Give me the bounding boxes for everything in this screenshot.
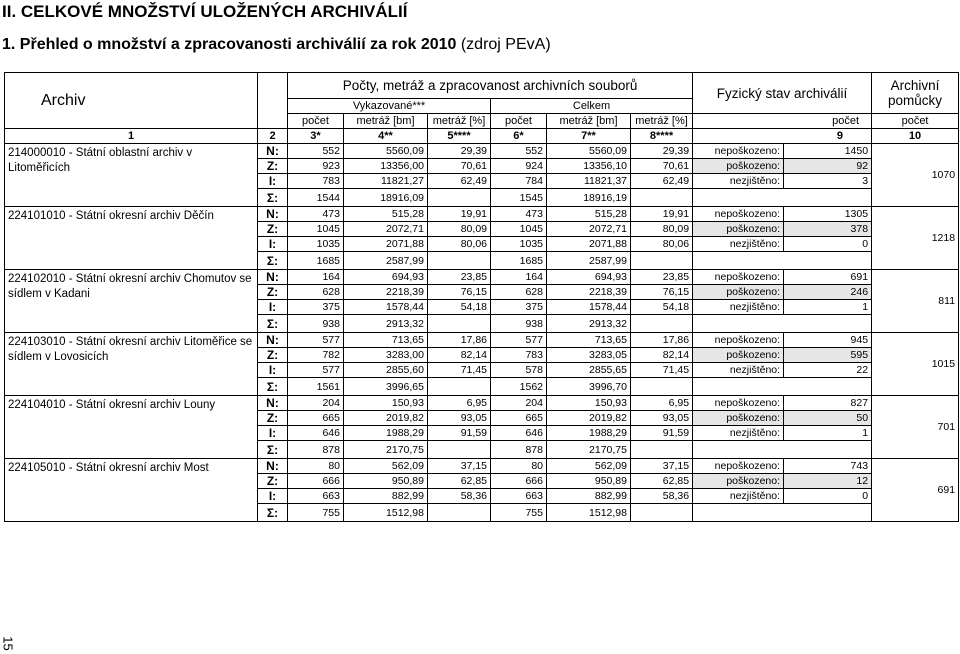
table-row	[5, 144, 959, 159]
status-label: nepoškozeno:	[693, 207, 784, 222]
row-code: Z:	[258, 222, 288, 237]
cell-value: 54,18	[631, 300, 693, 315]
cell-value: 71,45	[631, 363, 693, 378]
status-label: nezjištěno:	[693, 174, 784, 189]
cell-value: 93,05	[631, 411, 693, 426]
status-empty	[693, 504, 872, 522]
row-code: N:	[258, 207, 288, 222]
cell-value: 784	[491, 174, 547, 189]
sum-value: 938	[288, 315, 344, 333]
cell-value: 924	[491, 159, 547, 174]
cell-value: 666	[491, 474, 547, 489]
cell-value: 19,91	[428, 207, 491, 222]
cell-value: 70,61	[428, 159, 491, 174]
subsection-heading	[2, 36, 551, 54]
cell-value: 23,85	[428, 270, 491, 285]
cell-value: 19,91	[631, 207, 693, 222]
column-label: počet	[288, 114, 344, 129]
status-label: nezjištěno:	[693, 237, 784, 252]
status-count: 595	[784, 348, 872, 363]
cell-value: 5560,09	[344, 144, 428, 159]
column-number: 6*	[491, 129, 547, 144]
status-count: 378	[784, 222, 872, 237]
cell-value: 473	[288, 207, 344, 222]
cell-value: 713,65	[344, 333, 428, 348]
aids-count: 811	[872, 270, 959, 333]
status-label: nezjištěno:	[693, 300, 784, 315]
cell-value: 80	[288, 459, 344, 474]
cell-value: 577	[288, 363, 344, 378]
table-row	[5, 396, 959, 411]
section-heading: II. CELKOVÉ MNOŽSTVÍ ULOŽENÝCH ARCHIVÁLIÍ	[2, 2, 408, 21]
cell-value: 552	[491, 144, 547, 159]
cell-value: 950,89	[547, 474, 631, 489]
status-empty	[693, 378, 872, 396]
column-label: metráž [bm]	[344, 114, 428, 129]
sum-value	[631, 378, 693, 396]
sum-value: 755	[491, 504, 547, 522]
cell-value: 552	[288, 144, 344, 159]
cell-value: 2019,82	[547, 411, 631, 426]
cell-value: 1988,29	[547, 426, 631, 441]
status-count: 1305	[784, 207, 872, 222]
physical-state-header: Fyzický stav archiválií	[693, 73, 872, 114]
status-count: 246	[784, 285, 872, 300]
sum-value: 1545	[491, 189, 547, 207]
cell-value: 5560,09	[547, 144, 631, 159]
cell-value: 713,65	[547, 333, 631, 348]
table-row	[5, 459, 959, 474]
cell-value: 694,93	[547, 270, 631, 285]
cell-value: 11821,27	[344, 174, 428, 189]
column-number: 5****	[428, 129, 491, 144]
archive-name: 224105010 - Státní okresní archiv Most	[5, 459, 258, 522]
subsection-source: (zdroj PEvA)	[456, 36, 551, 53]
table-row	[5, 270, 959, 285]
row-code: Z:	[258, 348, 288, 363]
cell-value: 17,86	[631, 333, 693, 348]
status-count: 0	[784, 489, 872, 504]
row-code: Σ:	[258, 441, 288, 459]
sum-value: 3996,70	[547, 378, 631, 396]
status-label: nepoškozeno:	[693, 144, 784, 159]
sum-value: 1562	[491, 378, 547, 396]
column-number: 3*	[288, 129, 344, 144]
column-number: 7**	[547, 129, 631, 144]
cell-value: 29,39	[631, 144, 693, 159]
status-empty	[693, 441, 872, 459]
sum-value: 18916,09	[344, 189, 428, 207]
cell-value: 665	[491, 411, 547, 426]
page-number: 15	[0, 636, 16, 651]
column-label: počet	[872, 114, 959, 129]
archival-aids-header: Archivní pomůcky	[872, 73, 959, 114]
cell-value: 54,18	[428, 300, 491, 315]
cell-value: 515,28	[547, 207, 631, 222]
cell-value: 80,09	[428, 222, 491, 237]
cell-value: 2072,71	[344, 222, 428, 237]
row-code: Z:	[258, 159, 288, 174]
cell-value: 665	[288, 411, 344, 426]
cell-value: 204	[491, 396, 547, 411]
status-label: nepoškozeno:	[693, 396, 784, 411]
counts-group-header: Počty, metráž a zpracovanost archivních souborů	[288, 73, 693, 99]
table-row	[5, 333, 959, 348]
status-count: 691	[784, 270, 872, 285]
sum-value	[428, 189, 491, 207]
cell-value: 1988,29	[344, 426, 428, 441]
cell-value: 62,49	[631, 174, 693, 189]
archive-name: 224103010 - Státní okresní archiv Litoměřice se sídlem v Lovosicích	[5, 333, 258, 396]
aids-count: 701	[872, 396, 959, 459]
cell-value: 150,93	[344, 396, 428, 411]
cell-value: 6,95	[428, 396, 491, 411]
archiv-header: Archiv	[5, 73, 258, 129]
cell-value: 923	[288, 159, 344, 174]
cell-value: 76,15	[428, 285, 491, 300]
sum-value: 1685	[288, 252, 344, 270]
sum-value	[428, 315, 491, 333]
column-number: 2	[258, 129, 288, 144]
cell-value: 783	[491, 348, 547, 363]
row-code: Σ:	[258, 252, 288, 270]
row-code: Σ:	[258, 189, 288, 207]
column-number-row	[5, 129, 959, 144]
status-label: poškozeno:	[693, 348, 784, 363]
sum-value: 938	[491, 315, 547, 333]
cell-value: 6,95	[631, 396, 693, 411]
cell-value: 164	[288, 270, 344, 285]
cell-value: 164	[491, 270, 547, 285]
cell-value: 1045	[491, 222, 547, 237]
sum-value: 878	[491, 441, 547, 459]
cell-value: 82,14	[428, 348, 491, 363]
cell-value: 1578,44	[547, 300, 631, 315]
status-label: nepoškozeno:	[693, 459, 784, 474]
cell-value: 1045	[288, 222, 344, 237]
status-label: poškozeno:	[693, 411, 784, 426]
sum-value: 1512,98	[547, 504, 631, 522]
row-code: I:	[258, 489, 288, 504]
row-code: I:	[258, 237, 288, 252]
sum-value: 1544	[288, 189, 344, 207]
sum-value	[631, 315, 693, 333]
cell-value: 62,85	[631, 474, 693, 489]
row-code: Σ:	[258, 504, 288, 522]
sum-value: 2913,32	[344, 315, 428, 333]
status-label: poškozeno:	[693, 474, 784, 489]
sum-value	[428, 378, 491, 396]
sum-value: 2170,75	[547, 441, 631, 459]
column-number: 1	[5, 129, 258, 144]
aids-count: 1218	[872, 207, 959, 270]
status-count: 827	[784, 396, 872, 411]
row-code: I:	[258, 426, 288, 441]
cell-value: 375	[491, 300, 547, 315]
cell-value: 3283,05	[547, 348, 631, 363]
cell-value: 93,05	[428, 411, 491, 426]
cell-value: 515,28	[344, 207, 428, 222]
status-count: 92	[784, 159, 872, 174]
cell-value: 578	[491, 363, 547, 378]
cell-value: 13356,10	[547, 159, 631, 174]
cell-value: 2855,65	[547, 363, 631, 378]
column-number: 8****	[631, 129, 693, 144]
cell-value: 13356,00	[344, 159, 428, 174]
cell-value: 2218,39	[344, 285, 428, 300]
cell-value: 646	[491, 426, 547, 441]
cell-value: 783	[288, 174, 344, 189]
row-code: Z:	[258, 474, 288, 489]
status-count: 945	[784, 333, 872, 348]
cell-value: 80	[491, 459, 547, 474]
cell-value: 17,86	[428, 333, 491, 348]
status-count: 50	[784, 411, 872, 426]
row-code: I:	[258, 174, 288, 189]
sum-value	[428, 252, 491, 270]
status-label: poškozeno:	[693, 222, 784, 237]
column-label: metráž [%]	[631, 114, 693, 129]
sum-value: 2587,99	[344, 252, 428, 270]
sum-value: 1685	[491, 252, 547, 270]
cell-value: 37,15	[428, 459, 491, 474]
sum-value: 1512,98	[344, 504, 428, 522]
status-label: nepoškozeno:	[693, 270, 784, 285]
cell-value: 577	[491, 333, 547, 348]
row-code: N:	[258, 144, 288, 159]
cell-value: 950,89	[344, 474, 428, 489]
cell-value: 11821,37	[547, 174, 631, 189]
archive-name: 224102010 - Státní okresní archiv Chomutov se sídlem v Kadani	[5, 270, 258, 333]
cell-value: 666	[288, 474, 344, 489]
cell-value: 663	[288, 489, 344, 504]
cell-value: 70,61	[631, 159, 693, 174]
sum-value: 2587,99	[547, 252, 631, 270]
table-row	[5, 207, 959, 222]
archive-name: 224104010 - Státní okresní archiv Louny	[5, 396, 258, 459]
reported-subheader: Vykazované***	[288, 99, 491, 114]
cell-value: 37,15	[631, 459, 693, 474]
status-label: nezjištěno:	[693, 426, 784, 441]
sum-value: 2170,75	[344, 441, 428, 459]
cell-value: 58,36	[631, 489, 693, 504]
sum-value	[631, 504, 693, 522]
row-code: N:	[258, 459, 288, 474]
column-label: metráž [bm]	[547, 114, 631, 129]
column-number: 9	[693, 129, 872, 144]
archive-name: 214000010 - Státní oblastní archiv v Litoměřicích	[5, 144, 258, 207]
cell-value: 1035	[491, 237, 547, 252]
cell-value: 76,15	[631, 285, 693, 300]
sum-value: 755	[288, 504, 344, 522]
status-count: 12	[784, 474, 872, 489]
cell-value: 29,39	[428, 144, 491, 159]
sum-value	[428, 504, 491, 522]
status-label: nezjištěno:	[693, 363, 784, 378]
archives-table	[4, 72, 959, 522]
status-count: 3	[784, 174, 872, 189]
row-code: Z:	[258, 411, 288, 426]
status-count: 743	[784, 459, 872, 474]
archive-name: 224101010 - Státní okresní archiv Děčín	[5, 207, 258, 270]
cell-value: 882,99	[547, 489, 631, 504]
sum-value	[631, 189, 693, 207]
aids-count: 691	[872, 459, 959, 522]
column-label: počet	[693, 114, 872, 129]
sum-value	[631, 441, 693, 459]
cell-value: 694,93	[344, 270, 428, 285]
column-label: počet	[491, 114, 547, 129]
cell-value: 2071,88	[344, 237, 428, 252]
row-code: Z:	[258, 285, 288, 300]
status-label: nezjištěno:	[693, 489, 784, 504]
cell-value: 23,85	[631, 270, 693, 285]
status-count: 1450	[784, 144, 872, 159]
cell-value: 62,49	[428, 174, 491, 189]
cell-value: 58,36	[428, 489, 491, 504]
aids-count: 1015	[872, 333, 959, 396]
column-number: 4**	[344, 129, 428, 144]
column-number: 10	[872, 129, 959, 144]
row-code: N:	[258, 270, 288, 285]
cell-value: 150,93	[547, 396, 631, 411]
cell-value: 2218,39	[547, 285, 631, 300]
subsection-title: 1. Přehled o množství a zpracovanosti archiválií za rok 2010	[2, 36, 457, 53]
cell-value: 2855,60	[344, 363, 428, 378]
cell-value: 628	[491, 285, 547, 300]
cell-value: 1035	[288, 237, 344, 252]
aids-count: 1070	[872, 144, 959, 207]
status-empty	[693, 252, 872, 270]
sum-value: 2913,32	[547, 315, 631, 333]
column-label: metráž [%]	[428, 114, 491, 129]
cell-value: 80,06	[631, 237, 693, 252]
sum-value	[428, 441, 491, 459]
total-subheader: Celkem	[491, 99, 693, 114]
status-label: poškozeno:	[693, 285, 784, 300]
status-count: 1	[784, 426, 872, 441]
cell-value: 663	[491, 489, 547, 504]
cell-value: 80,06	[428, 237, 491, 252]
cell-value: 2019,82	[344, 411, 428, 426]
sum-value: 18916,19	[547, 189, 631, 207]
cell-value: 62,85	[428, 474, 491, 489]
status-count: 0	[784, 237, 872, 252]
cell-value: 628	[288, 285, 344, 300]
sum-value: 878	[288, 441, 344, 459]
status-count: 1	[784, 300, 872, 315]
cell-value: 204	[288, 396, 344, 411]
status-count: 22	[784, 363, 872, 378]
cell-value: 91,59	[428, 426, 491, 441]
row-code: N:	[258, 333, 288, 348]
cell-value: 375	[288, 300, 344, 315]
sum-value: 3996,65	[344, 378, 428, 396]
status-empty	[693, 189, 872, 207]
row-code: I:	[258, 363, 288, 378]
cell-value: 577	[288, 333, 344, 348]
row-code: I:	[258, 300, 288, 315]
sum-value	[631, 252, 693, 270]
cell-value: 782	[288, 348, 344, 363]
cell-value: 2072,71	[547, 222, 631, 237]
sum-value: 1561	[288, 378, 344, 396]
cell-value: 82,14	[631, 348, 693, 363]
cell-value: 882,99	[344, 489, 428, 504]
cell-value: 473	[491, 207, 547, 222]
cell-value: 71,45	[428, 363, 491, 378]
row-code: N:	[258, 396, 288, 411]
cell-value: 91,59	[631, 426, 693, 441]
row-code: Σ:	[258, 315, 288, 333]
row-code: Σ:	[258, 378, 288, 396]
status-label: nepoškozeno:	[693, 333, 784, 348]
cell-value: 3283,00	[344, 348, 428, 363]
status-label: poškozeno:	[693, 159, 784, 174]
cell-value: 2071,88	[547, 237, 631, 252]
cell-value: 562,09	[344, 459, 428, 474]
status-empty	[693, 315, 872, 333]
cell-value: 1578,44	[344, 300, 428, 315]
cell-value: 80,09	[631, 222, 693, 237]
archive-rows	[5, 144, 959, 522]
cell-value: 562,09	[547, 459, 631, 474]
cell-value: 646	[288, 426, 344, 441]
